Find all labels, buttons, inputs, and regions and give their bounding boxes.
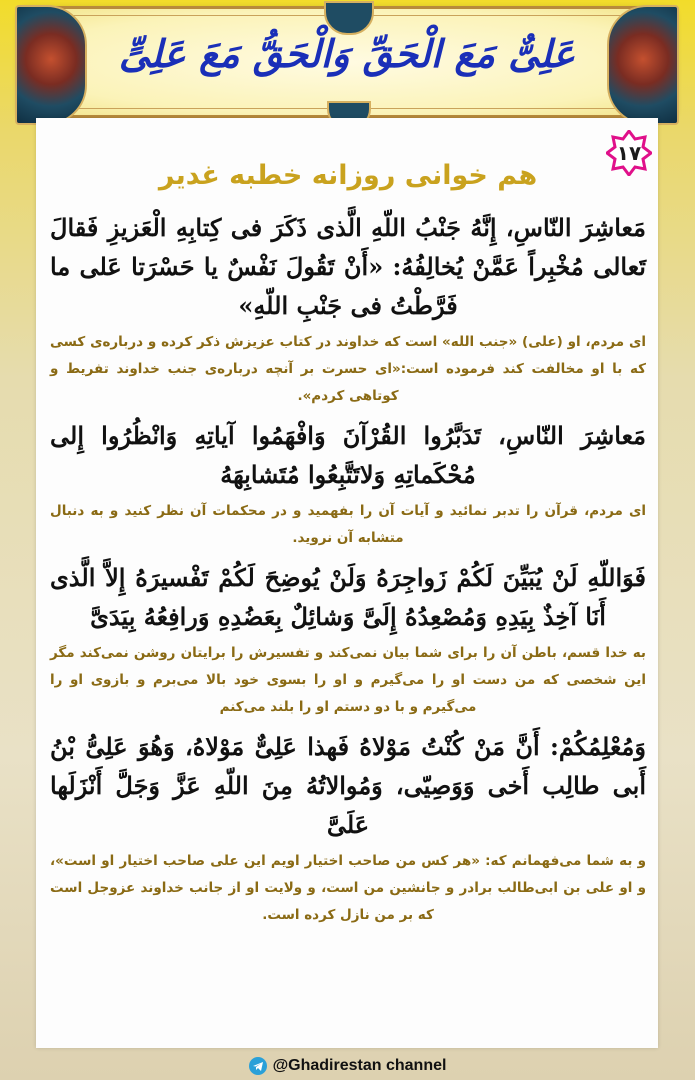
arabic-text: مَعاشِرَ النّاسِ، إِنَّهُ جَنْبُ اللّهِ الَّذی ذَکَرَ فی کِتابِهِ الْعَزیزِ فَقالَ تَعالی مُخْبِراً عَمَّنْ یُخالِفُهُ: «أَنْ تَقُولَ نَفْسٌ یا حَسْرَتا عَلی ما فَرَّطْتُ فی جَنْبِ اللّهِ» <box>50 213 646 320</box>
header-banner <box>18 6 676 118</box>
persian-translation: ای مردم، او (علی) «جنب الله» است که خداوند در کتاب عزیزش ذکر کرده و درباره‌ی کسی که با او مخالفت کند فرموده است:«ای حسرت بر آنچه درباره‌ی جنب خداوند تفریط و کوتاهی کردم». <box>50 334 646 404</box>
persian-translation: و به شما می‌فهمانم که: «هر کس من صاحب اختیار اویم این علی صاحب اختیار او است»، و او علی بن ابی‌طالب برادر و جانشین من است، و ولایت او از جانب خداوند عزوجل است که بر من نازل کرده است. <box>50 853 646 923</box>
sermon-section <box>50 558 646 721</box>
persian-translation: ای مردم، قرآن را تدبر نمائید و آیات آن را بفهمید و در محکمات آن نظر کنید و به دنبال متشابه آن نروید. <box>50 503 646 546</box>
arabic-text: فَوَاللّهِ لَنْ یُبَیِّنَ لَکُمْ زَواجِرَهُ وَلَنْ یُوضِحَ لَکُمْ تَفْسیرَهُ إِلاَّ الَّذی أَنَا آخِذٌ بِیَدِهِ وَمُصْعِدُهُ إِلَیَّ وَشائِلٌ بِعَضُدِهِ وَرافِعُهُ بِیَدَیَّ <box>50 563 646 631</box>
episode-number: ۱۷ <box>616 141 642 165</box>
sermon-content <box>50 208 646 935</box>
persian-translation: به خدا قسم، باطن آن را برای شما بیان نمی‌کند و تفسیرش را برایتان روشن نمی‌کند مگر این شخصی که من دست او را می‌گیرم و او را بسوی خود بالا می‌برم و بازوی او را می‌گیرم و با دو دستم او را بلند می‌کنم <box>50 645 646 715</box>
sermon-section <box>50 727 646 929</box>
sermon-section <box>50 416 646 552</box>
channel-handle[interactable]: @Ghadirestan channel <box>272 1057 447 1074</box>
telegram-icon[interactable] <box>249 1057 267 1075</box>
channel-footer <box>0 1054 695 1078</box>
header-title: عَلِیٌّ مَعَ الْحَقِّ وَالْحَقُّ مَعَ عَلِیٍّ <box>118 31 576 76</box>
page-subtitle: هم خوانی روزانه خطبه غدیر <box>158 160 538 191</box>
ornament-top <box>324 1 374 35</box>
arabic-text: مَعاشِرَ النّاسِ، تَدَبَّرُوا القُرْآنَ وَافْهَمُوا آیاتِهِ وَانْظُرُوا إِلی مُحْکَماتِهِ وَلاتَتَّبِعُوا مُتَشابِهَهُ <box>50 421 646 489</box>
ornament-tile-right <box>607 5 679 125</box>
sermon-section <box>50 208 646 410</box>
ornament-tile-left <box>15 5 87 125</box>
arabic-text: وَمُعْلِمُکُمْ: أَنَّ مَنْ کُنْتُ مَوْلاهُ فَهذا عَلِیٌّ مَوْلاهُ، وَهُوَ عَلِیُّ بْنُ أَبی طالِب أَخی وَوَصِیّی، وَمُوالاتُهُ مِنَ اللّهِ عَزَّ وَجَلَّ أَنْزَلَها عَلَیَّ <box>50 732 646 839</box>
